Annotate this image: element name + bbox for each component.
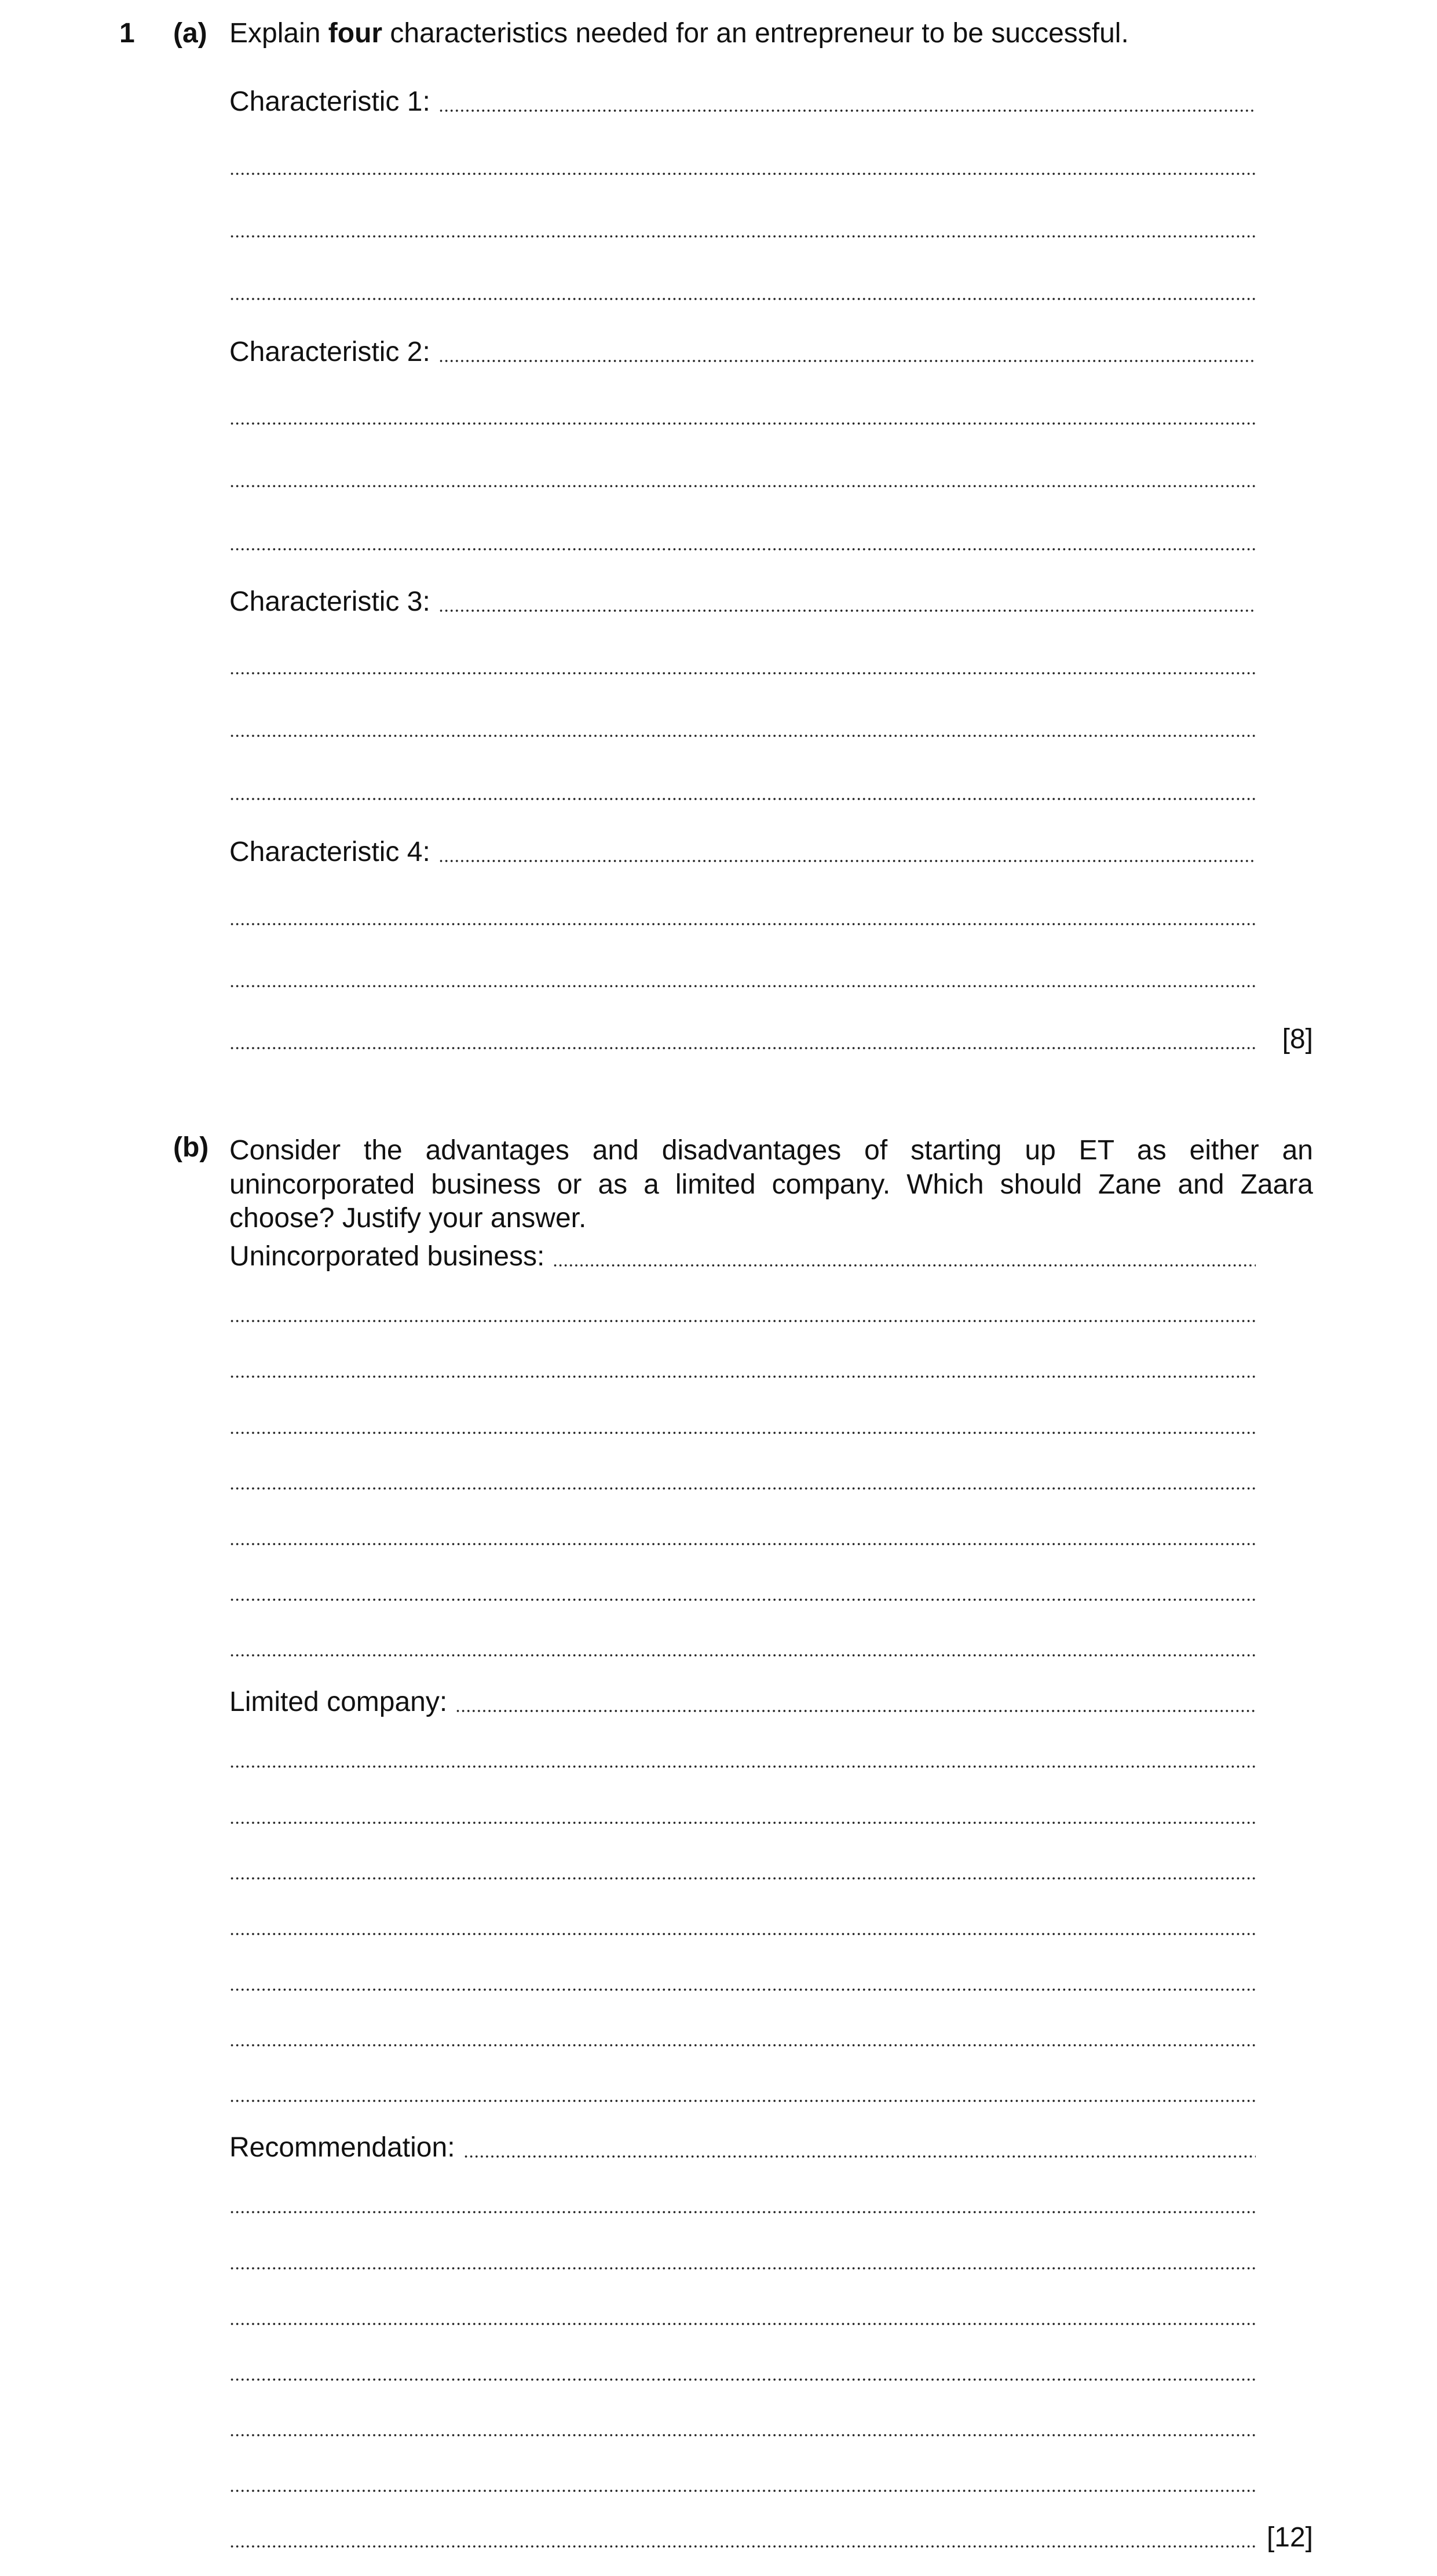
- dotted-line: [229, 1431, 1256, 1435]
- dotted-line: [229, 2267, 1256, 2270]
- field-label: Limited company:: [229, 1687, 448, 1717]
- dotted-line: [463, 2155, 1256, 2158]
- dotted-line: [229, 734, 1256, 738]
- answer-line[interactable]: [229, 2461, 1256, 2496]
- instruction-text: Explain: [229, 18, 328, 49]
- answer-line-characteristic-4[interactable]: [229, 831, 1256, 866]
- dotted-line: [229, 235, 1256, 238]
- answer-line[interactable]: [229, 1347, 1256, 1382]
- dotted-line: [229, 1542, 1256, 1546]
- field-label: Characteristic 1:: [229, 86, 430, 117]
- instruction-emphasis: four: [328, 18, 383, 49]
- answer-line[interactable]: [229, 144, 1256, 179]
- answer-line[interactable]: [229, 1570, 1256, 1605]
- answer-line[interactable]: [229, 1291, 1256, 1326]
- answer-line[interactable]: [229, 1737, 1256, 1772]
- answer-line[interactable]: [229, 2517, 1256, 2552]
- answer-line[interactable]: [229, 1960, 1256, 1995]
- part-a-instruction: [229, 20, 1129, 48]
- dotted-line: [229, 672, 1256, 675]
- dotted-line: [229, 172, 1256, 176]
- part-b-label: (b): [173, 1132, 209, 1163]
- answer-line[interactable]: [229, 895, 1256, 929]
- dotted-line: [229, 1765, 1256, 1768]
- dotted-line: [229, 2489, 1256, 2493]
- dotted-line: [229, 1654, 1256, 1657]
- answer-line[interactable]: [229, 2406, 1256, 2440]
- answer-line[interactable]: [229, 1626, 1256, 1661]
- dotted-line: [229, 2044, 1256, 2047]
- dotted-line: [229, 548, 1256, 551]
- dotted-line: [229, 1598, 1256, 1601]
- answer-line[interactable]: [229, 644, 1256, 678]
- dotted-line: [455, 1709, 1256, 1713]
- dotted-line: [229, 2210, 1256, 2214]
- dotted-line: [229, 984, 1256, 988]
- dotted-line: [229, 297, 1256, 301]
- answer-line[interactable]: [229, 520, 1256, 554]
- dotted-line: [229, 797, 1256, 801]
- dotted-line: [229, 2433, 1256, 2437]
- dotted-line: [229, 484, 1256, 488]
- dotted-line: [229, 2545, 1256, 2548]
- dotted-line: [229, 2378, 1256, 2381]
- answer-line[interactable]: [229, 957, 1256, 991]
- answer-line[interactable]: [229, 269, 1256, 304]
- answer-line[interactable]: [229, 1019, 1256, 1053]
- dotted-line: [229, 1319, 1256, 1323]
- dotted-line: [229, 1821, 1256, 1825]
- answer-line[interactable]: [229, 1904, 1256, 1939]
- dotted-line: [438, 859, 1256, 863]
- answer-line-characteristic-3[interactable]: [229, 581, 1256, 616]
- answer-line[interactable]: [229, 394, 1256, 429]
- dotted-line: [438, 359, 1256, 363]
- part-b-marks: [12]: [1266, 2522, 1313, 2553]
- field-label: Recommendation:: [229, 2132, 455, 2163]
- field-label: Characteristic 2:: [229, 337, 430, 367]
- dotted-line: [229, 922, 1256, 926]
- answer-line[interactable]: [229, 1459, 1256, 1494]
- answer-line[interactable]: [229, 2016, 1256, 2050]
- dotted-line: [229, 1877, 1256, 1880]
- question-number: 1: [119, 18, 135, 49]
- part-a-label: (a): [173, 18, 207, 49]
- dotted-line: [438, 109, 1256, 112]
- answer-line[interactable]: [229, 2350, 1256, 2385]
- part-b-instruction: Consider the advantages and disadvantages of starting up ET as either an unincorporated business or as a limited company. Which should Zane and Zaara choose? Justify your answer.: [229, 1135, 1313, 1234]
- field-label: Characteristic 4:: [229, 837, 430, 867]
- answer-line-unincorporated-business[interactable]: [229, 1236, 1256, 1271]
- answer-line[interactable]: [229, 2183, 1256, 2217]
- dotted-line: [229, 422, 1256, 425]
- part-a-marks: [8]: [1282, 1024, 1313, 1055]
- answer-line-characteristic-2[interactable]: [229, 331, 1256, 366]
- dotted-line: [229, 1988, 1256, 1991]
- field-label: Characteristic 3:: [229, 586, 430, 617]
- dotted-line: [553, 1264, 1256, 1267]
- answer-line[interactable]: [229, 1849, 1256, 1884]
- answer-line[interactable]: [229, 769, 1256, 804]
- field-label: Unincorporated business:: [229, 1241, 545, 1272]
- answer-line[interactable]: [229, 207, 1256, 242]
- answer-line[interactable]: [229, 1793, 1256, 1828]
- answer-line[interactable]: [229, 2294, 1256, 2329]
- dotted-line: [229, 1375, 1256, 1378]
- instruction-text: characteristics needed for an entrepreneur to be successful.: [382, 18, 1129, 49]
- dotted-line: [438, 609, 1256, 612]
- dotted-line: [229, 2322, 1256, 2326]
- answer-line[interactable]: [229, 2071, 1256, 2106]
- dotted-line: [229, 1046, 1256, 1050]
- answer-line[interactable]: [229, 1403, 1256, 1438]
- answer-line[interactable]: [229, 2239, 1256, 2274]
- dotted-line: [229, 1932, 1256, 1936]
- answer-line-limited-company[interactable]: [229, 1681, 1256, 1716]
- answer-line[interactable]: [229, 1515, 1256, 1549]
- answer-line-recommendation[interactable]: [229, 2127, 1256, 2162]
- dotted-line: [229, 2099, 1256, 2103]
- answer-line[interactable]: [229, 706, 1256, 741]
- dotted-line: [229, 1487, 1256, 1490]
- answer-line[interactable]: [229, 457, 1256, 491]
- answer-line-characteristic-1[interactable]: [229, 81, 1256, 116]
